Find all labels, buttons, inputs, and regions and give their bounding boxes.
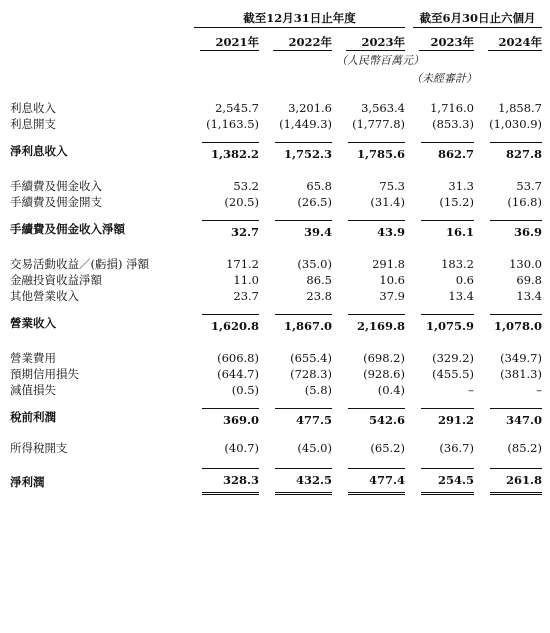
row-label: 金融投資收益淨額 — [10, 273, 102, 287]
value-cell: (20.5) — [224, 195, 259, 209]
row-label: 利息開支 — [10, 117, 56, 131]
value-cell: (65.2) — [370, 441, 405, 455]
value-cell: 10.6 — [379, 273, 405, 287]
row-label: 營業收入 — [10, 316, 56, 330]
value-cell: (0.5) — [231, 383, 259, 397]
value-cell: 75.3 — [379, 179, 405, 193]
table-row — [0, 140, 546, 162]
value-cell: (698.2) — [363, 351, 405, 365]
value-cell: (728.3) — [290, 367, 332, 381]
value-cell: (0.4) — [377, 383, 405, 397]
value-cell: 13.4 — [516, 289, 542, 303]
row-label: 交易活動收益／(虧損) 淨額 — [10, 257, 150, 271]
year-header: 2023年 — [409, 34, 478, 52]
row-label: 減值損失 — [10, 383, 56, 397]
row-label: 所得稅開支 — [10, 441, 68, 455]
value-cell: 1,867.0 — [263, 312, 336, 334]
value-cell: 291.8 — [372, 257, 405, 271]
value-cell: 23.8 — [306, 289, 332, 303]
value-cell: 328.3 — [190, 468, 263, 495]
value-cell: 65.8 — [306, 179, 332, 193]
value-cell: 291.2 — [409, 406, 478, 428]
value-cell: (45.0) — [297, 441, 332, 455]
year-header: 2024年 — [478, 34, 546, 52]
value-cell: (5.8) — [304, 383, 332, 397]
value-cell: 827.8 — [478, 140, 546, 162]
table-row — [0, 288, 546, 304]
currency-unit-note: （人民幣百萬元） — [336, 54, 424, 67]
value-cell: (381.3) — [500, 367, 542, 381]
value-cell: 369.0 — [190, 406, 263, 428]
period-group-header-annual: 截至12月31日止年度 — [190, 10, 409, 28]
value-cell: (349.7) — [500, 351, 542, 365]
value-cell: 53.2 — [233, 179, 259, 193]
period-group-header-interim: 截至6月30日止六個月 — [409, 10, 546, 28]
table-row — [0, 272, 546, 288]
value-cell: 2,169.8 — [336, 312, 409, 334]
value-cell: 32.7 — [190, 218, 263, 240]
value-cell: (455.5) — [432, 367, 474, 381]
value-cell: (1,163.5) — [206, 117, 259, 131]
value-cell: – — [536, 383, 542, 397]
value-cell: 542.6 — [336, 406, 409, 428]
value-cell: 171.2 — [226, 257, 259, 271]
value-cell: 862.7 — [409, 140, 478, 162]
value-cell: 43.9 — [336, 218, 409, 240]
table-row — [0, 312, 546, 334]
year-header: 2023年 — [336, 34, 409, 52]
row-label: 其他營業收入 — [10, 289, 79, 303]
value-cell: 11.0 — [233, 273, 259, 287]
value-cell: 1,075.9 — [409, 312, 478, 334]
table-row — [0, 100, 546, 116]
value-cell: 3,563.4 — [361, 101, 405, 115]
value-cell: 37.9 — [379, 289, 405, 303]
value-cell: 1,620.8 — [190, 312, 263, 334]
row-label: 稅前利潤 — [10, 410, 56, 424]
row-label: 預期信用損失 — [10, 367, 79, 381]
value-cell: 16.1 — [409, 218, 478, 240]
value-cell: – — [468, 383, 474, 397]
year-header: 2021年 — [190, 34, 263, 52]
value-cell: (35.0) — [297, 257, 332, 271]
row-label: 手續費及佣金開支 — [10, 195, 102, 209]
value-cell: (853.3) — [432, 117, 474, 131]
value-cell: 1,752.3 — [263, 140, 336, 162]
value-cell: 347.0 — [478, 406, 546, 428]
table-row — [0, 116, 546, 132]
table-row — [0, 194, 546, 210]
unaudited-note: （未經審計） — [411, 72, 477, 85]
value-cell: (928.6) — [363, 367, 405, 381]
table-row — [0, 178, 546, 194]
value-cell: 261.8 — [478, 468, 546, 495]
row-label: 手續費及佣金收入淨額 — [10, 222, 125, 236]
table-row — [0, 468, 546, 495]
value-cell: 1,716.0 — [430, 101, 474, 115]
value-cell: (606.8) — [217, 351, 259, 365]
value-cell: 36.9 — [478, 218, 546, 240]
value-cell: (85.2) — [507, 441, 542, 455]
value-cell: (1,449.3) — [279, 117, 332, 131]
value-cell: 254.5 — [409, 468, 478, 495]
value-cell: 2,545.7 — [215, 101, 259, 115]
value-cell: 0.6 — [455, 273, 474, 287]
value-cell: (15.2) — [439, 195, 474, 209]
table-row — [0, 218, 546, 240]
table-row — [0, 440, 546, 456]
row-label: 手續費及佣金收入 — [10, 179, 102, 193]
value-cell: 23.7 — [233, 289, 259, 303]
value-cell: (329.2) — [432, 351, 474, 365]
value-cell: (26.5) — [297, 195, 332, 209]
value-cell: 183.2 — [441, 257, 474, 271]
table-row — [0, 406, 546, 428]
value-cell: (40.7) — [224, 441, 259, 455]
value-cell: 1,785.6 — [336, 140, 409, 162]
table-row — [0, 382, 546, 398]
value-cell: 31.3 — [448, 179, 474, 193]
table-row — [0, 256, 546, 272]
value-cell: 1,858.7 — [498, 101, 542, 115]
table-row — [0, 350, 546, 366]
value-cell: (1,777.8) — [352, 117, 405, 131]
row-label: 營業費用 — [10, 351, 56, 365]
value-cell: (16.8) — [507, 195, 542, 209]
value-cell: (644.7) — [217, 367, 259, 381]
value-cell: (1,030.9) — [489, 117, 542, 131]
row-label: 淨利潤 — [10, 474, 45, 489]
value-cell: (655.4) — [290, 351, 332, 365]
value-cell: 130.0 — [509, 257, 542, 271]
value-cell: 13.4 — [448, 289, 474, 303]
row-label: 淨利息收入 — [10, 144, 68, 158]
value-cell: 69.8 — [516, 273, 542, 287]
year-header-row — [0, 34, 546, 52]
value-cell: 477.5 — [263, 406, 336, 428]
value-cell: (31.4) — [370, 195, 405, 209]
table-row — [0, 366, 546, 382]
row-label: 利息收入 — [10, 101, 56, 115]
value-cell: 3,201.6 — [288, 101, 332, 115]
year-header: 2022年 — [263, 34, 336, 52]
value-cell: 1,078.0 — [478, 312, 546, 334]
value-cell: 477.4 — [336, 468, 409, 495]
value-cell: 39.4 — [263, 218, 336, 240]
value-cell: 1,382.2 — [190, 140, 263, 162]
value-cell: 432.5 — [263, 468, 336, 495]
value-cell: (36.7) — [439, 441, 474, 455]
value-cell: 86.5 — [306, 273, 332, 287]
value-cell: 53.7 — [516, 179, 542, 193]
